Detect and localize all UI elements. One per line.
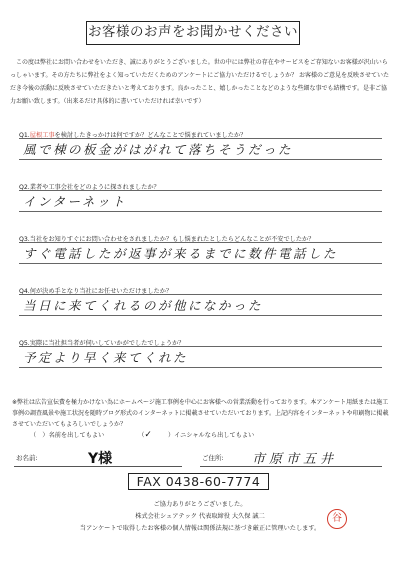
address-underline: [200, 466, 382, 467]
address-value[interactable]: 市原市五井: [252, 452, 338, 467]
answer-1-field[interactable]: [19, 138, 382, 160]
option-initial-ok-label: イニシャルなら出してもよい: [174, 432, 255, 439]
question-text: 実際に当社担当者が伺いしていかがでしたでしょうか？: [29, 340, 185, 347]
answer-3-text: すぐ電話したが返事が来るまでに数件電話した: [23, 246, 339, 261]
question-text: 何が決め手となり当社にお任せいただけましたか？: [29, 288, 173, 295]
name-value[interactable]: Y様: [88, 451, 113, 467]
intro-paragraph: この度は弊社にお問い合わせをいただき、誠にありがとうございました。世の中には弊社の存在やサービスをご存知ないお客様が沢山いらっしゃいます。その方たちに弊社をよく知っていただくためのアンケートにご協力いただけるでしょうか？ お客様のご意見を反映させていただき今後の活動に反映させていただきたいと考えております。良かったこと、嬉しかったことなどのような些細な事でも結構です。是非ご協力お願い致します。（出来るだけ具体的に書いていただければ幸いです）: [10, 59, 390, 105]
question-highlight: 屋根工事: [29, 132, 55, 139]
address-label: ご住所:: [202, 454, 224, 462]
option-initial-ok[interactable]: （✓ ）イニシャルなら出してもよい: [138, 430, 255, 440]
answer-2-field[interactable]: [19, 190, 382, 212]
answer-3-field[interactable]: [19, 242, 382, 264]
question-text: を検討したきっかけは何ですか？どんなことで悩まれていましたか？: [54, 132, 247, 139]
footer-company: 株式会社シェアテック 代表取締役 大久保 誠二: [135, 513, 265, 520]
question-number: Q1.: [19, 132, 30, 139]
question-number: Q4.: [19, 288, 30, 295]
question-number: Q5.: [19, 340, 30, 347]
seal-stamp-icon: 谷: [327, 509, 347, 529]
footer-privacy: 当アンケートで取得したお客様の個人情報は関係法規に基づき厳正に管理いたします。: [79, 525, 321, 532]
footer-thanks: ご協力ありがとうございました。: [153, 501, 247, 508]
question-number: Q3.: [19, 236, 30, 243]
page-title: お客様のお声をお聞かせください: [86, 21, 300, 45]
answer-1-text: 風で棟の板金がはがれて落ちそうだった: [23, 142, 294, 157]
fax-number: FAX 0438-60-7774: [128, 473, 269, 490]
intro-text: [10, 56, 392, 108]
option-name-ok[interactable]: （ ）名前を出してもよい: [30, 432, 105, 439]
check-icon: ✓: [144, 430, 152, 440]
answer-4-text: 当日に来てくれるのが他になかった: [23, 298, 264, 313]
answer-2-text: インターネット: [23, 194, 127, 209]
publication-notice: ※弊社は広告宣伝費を極力かけない為にホームページ施工事例を中心にお客様への営業活動を行っております。本アンケート用紙または施工事例の調査風景や施工状況を随時ブログ形式のインターネットに掲載させていただいております。上記内容をインターネットや印刷物に掲載させていただいてもよろしいでしょうか？: [12, 399, 389, 428]
name-label: お名前:: [16, 454, 38, 462]
option-name-ok-label: 名前を出してもよい: [48, 432, 105, 439]
question-text: 業者や工事会社をどのように探されましたか？: [29, 184, 160, 191]
customer-info-row: [14, 447, 386, 469]
answer-4-field[interactable]: [19, 294, 382, 316]
answer-5-field[interactable]: [19, 346, 382, 368]
answer-5-text: 予定より早く来てくれた: [23, 350, 189, 365]
consent-options: [30, 430, 286, 440]
name-underline: [14, 466, 182, 467]
question-text: 当社をお知りすぐにお問い合わせをされましたか？もし悩まれたとしたらどんなことが不安でしたか？: [29, 236, 315, 243]
question-number: Q2.: [19, 184, 30, 191]
